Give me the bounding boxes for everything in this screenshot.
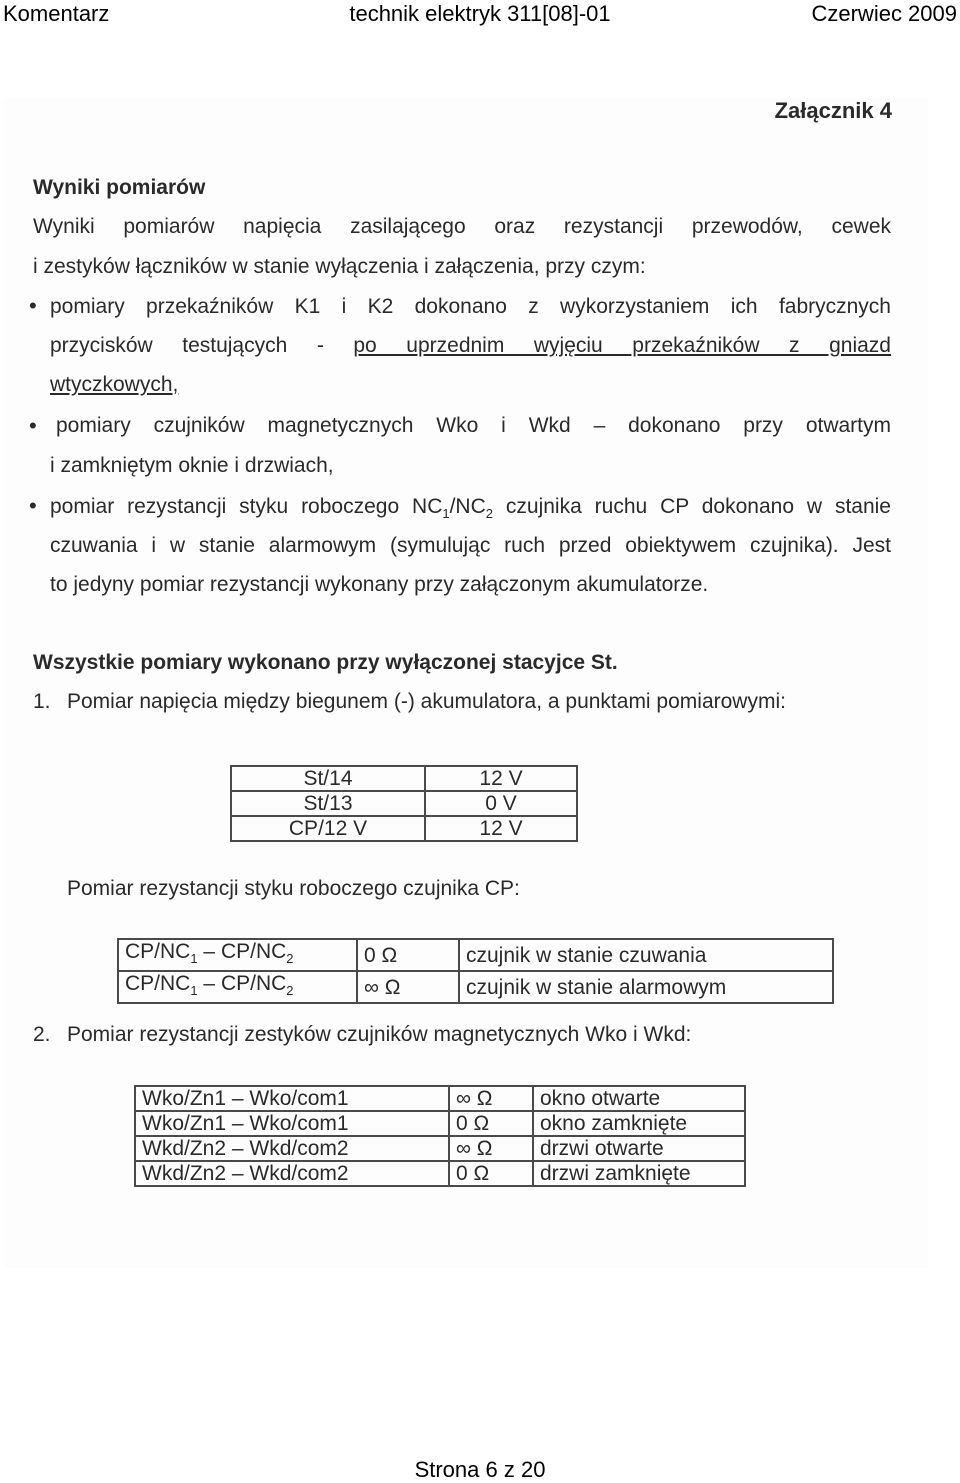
table-cell: Wko/Zn1 – Wko/com1 [135, 1086, 449, 1111]
table-cell [118, 971, 357, 1003]
bullet1-line-1: pomiary przekaźników K1 i K2 dokonano z wykorzystaniem ich fabrycznych [50, 295, 891, 318]
results-heading: Wyniki pomiarów [33, 176, 206, 199]
table-row [135, 1161, 745, 1186]
table-cell: okno otwarte [533, 1086, 745, 1111]
cell-text: CP/NC [125, 940, 191, 963]
bullet3-text-a: pomiar rezystancji styku roboczego NC [50, 495, 443, 518]
cell-text: CP/NC [220, 972, 287, 996]
cell-text: – [197, 940, 221, 963]
intro-line-2: i zestyków łączników w stanie wyłączenia i załączenia, przy czym: [33, 255, 646, 278]
item1-text: Pomiar napięcia między biegunem (-) akumulatora, a punktami pomiarowymi: [67, 690, 786, 713]
bullet3-text-c: czujnika ruchu CP dokonano w stanie [493, 495, 891, 518]
table-row [231, 791, 577, 816]
table-cell: St/13 [231, 791, 425, 816]
bullet3-line-3: to jedyny pomiar rezystancji wykonany przy załączonym akumulatorze. [50, 573, 709, 596]
table-row [135, 1136, 745, 1161]
all-measurements-note: Wszystkie pomiary wykonano przy wyłączonej stacyjce St. [33, 651, 618, 674]
table-cell: Wko/Zn1 – Wko/com1 [135, 1111, 449, 1136]
table-row [118, 971, 833, 1003]
cell-text: – [197, 972, 221, 996]
table-cell: ∞ Ω [449, 1086, 533, 1111]
bullet2-line-2: i zamkniętym oknie i drzwiach, [50, 454, 334, 477]
cp-resistance-table [117, 938, 834, 1004]
table-row [135, 1111, 745, 1136]
bullet2-line-1: pomiary czujników magnetycznych Wko i Wkd – dokonano przy otwartym [56, 414, 891, 437]
bullet-icon: • [29, 413, 37, 438]
bullet3-line-1 [50, 495, 891, 521]
table-cell: 0 V [425, 791, 577, 816]
table-cell: 0 Ω [357, 939, 459, 971]
table-row [135, 1086, 745, 1111]
bullet1-underlined-text: po uprzednim wyjęciu przekaźników z gniazd [353, 334, 891, 357]
header-document-code: technik elektryk 311[08]-01 [349, 1, 611, 26]
table-row [231, 766, 577, 791]
table-cell: drzwi zamknięte [533, 1161, 745, 1186]
item1-number: 1. [33, 690, 51, 713]
table-cell: CP/12 V [231, 816, 425, 841]
table-cell: czujnik w stanie czuwania [459, 939, 833, 971]
table-cell: Wkd/Zn2 – Wkd/com2 [135, 1161, 449, 1186]
table-cell: czujnik w stanie alarmowym [459, 971, 833, 1003]
subscript-2: 2 [485, 506, 493, 522]
subscript-1: 1 [442, 506, 450, 522]
voltage-table [230, 765, 578, 842]
bullet-icon: • [29, 293, 37, 318]
cp-heading: Pomiar rezystancji styku roboczego czujnika CP: [67, 877, 520, 900]
annex-title: Załącznik 4 [774, 98, 892, 123]
item2-text: Pomiar rezystancji zestyków czujników magnetycznych Wko i Wkd: [67, 1023, 692, 1046]
cell-text: CP/NC [220, 940, 287, 963]
table-cell: 0 Ω [449, 1161, 533, 1186]
item2-number: 2. [33, 1023, 51, 1046]
magnetic-sensor-table [134, 1085, 746, 1187]
intro-line-1: Wyniki pomiarów napięcia zasilającego oraz rezystancji przewodów, cewek [33, 215, 891, 238]
bullet3-text-b: /NC [449, 495, 486, 518]
table-cell: St/14 [231, 766, 425, 791]
bullet1-line-3: wtyczkowych, [50, 373, 179, 396]
table-cell: 12 V [425, 766, 577, 791]
table-cell: drzwi otwarte [533, 1136, 745, 1161]
cell-text: CP/NC [125, 972, 191, 996]
subscript: 1 [190, 983, 198, 999]
table-cell: 12 V [425, 816, 577, 841]
table-row [231, 816, 577, 841]
subscript: 2 [286, 951, 294, 967]
bullet3-line-2: czuwania i w stanie alarmowym (symulując ruch przed obiektywem czujnika). Jest [50, 534, 891, 557]
table-cell: okno zamknięte [533, 1111, 745, 1136]
table-row [118, 939, 833, 971]
table-cell: ∞ Ω [449, 1136, 533, 1161]
subscript: 2 [286, 983, 294, 999]
table-cell: Wkd/Zn2 – Wkd/com2 [135, 1136, 449, 1161]
subscript: 1 [190, 951, 198, 967]
bullet1-line-2-text: przycisków testujących - [50, 334, 354, 357]
header-date: Czerwiec 2009 [811, 1, 957, 26]
table-cell: 0 Ω [449, 1111, 533, 1136]
header-label: Komentarz [3, 1, 110, 26]
scanned-page [3, 98, 928, 1268]
table-cell: ∞ Ω [357, 971, 459, 1003]
bullet1-line-2 [50, 334, 891, 358]
bullet-icon: • [29, 493, 37, 518]
page-number: Strona 6 z 20 [414, 1457, 546, 1482]
table-cell [118, 939, 357, 971]
